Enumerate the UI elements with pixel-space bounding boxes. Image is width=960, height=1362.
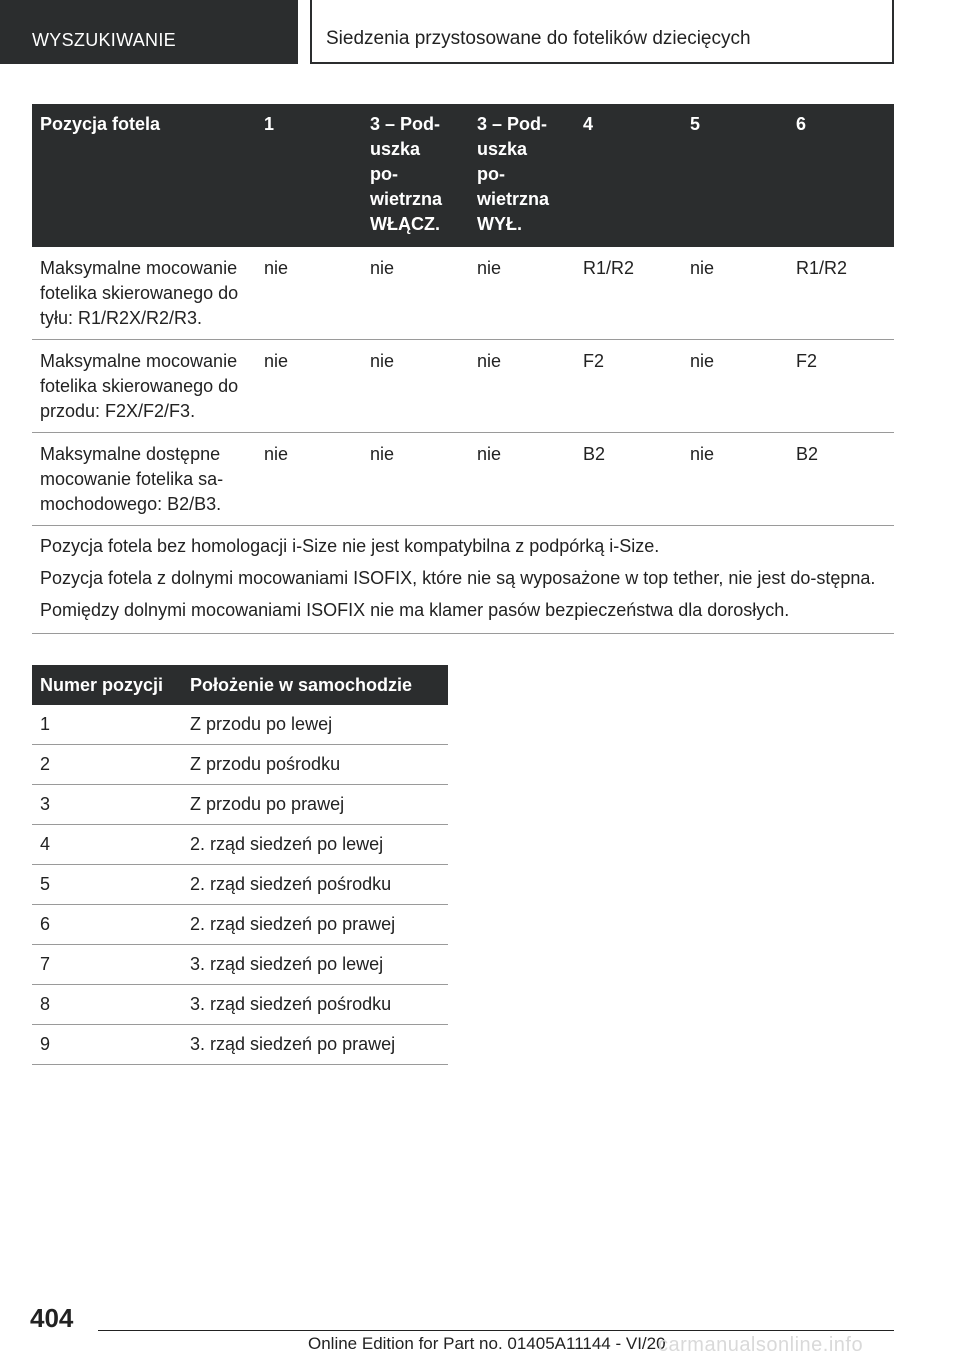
table-cell: 7: [32, 945, 182, 985]
table-cell: 1: [32, 705, 182, 745]
table-cell: 3: [32, 785, 182, 825]
table-cell: 3. rząd siedzeń po prawej: [182, 1025, 448, 1065]
row-label: Maksymalne dostępne mocowanie fotelika sa-mochodowego: B2/B3.: [32, 433, 256, 526]
table-header-row: [32, 665, 448, 705]
header-position-location: Położenie w samochodzie: [182, 665, 448, 705]
table-cell: nie: [362, 433, 469, 526]
position-legend-table: [32, 665, 448, 1065]
table-cell: 9: [32, 1025, 182, 1065]
table-cell: nie: [362, 340, 469, 433]
table-cell: nie: [469, 247, 575, 340]
header-position-5: 5: [682, 104, 788, 247]
table-cell: 2. rząd siedzeń pośrodku: [182, 865, 448, 905]
header-position-number: Numer pozycji: [32, 665, 182, 705]
table-row: [32, 785, 448, 825]
table-cell: 2: [32, 745, 182, 785]
note-top-tether: Pozycja fotela z dolnymi mocowaniami ISOFIX, które nie są wyposażone w top tether, nie jest do-stępna.: [40, 568, 876, 588]
table-cell: B2: [575, 433, 682, 526]
header-position-6: 6: [788, 104, 894, 247]
table-cell: 3. rząd siedzeń po lewej: [182, 945, 448, 985]
table-cell: nie: [682, 247, 788, 340]
table-cell: 4: [32, 825, 182, 865]
table-cell: F2: [788, 340, 894, 433]
table-cell: Z przodu pośrodku: [182, 745, 448, 785]
seat-compatibility-table: [32, 104, 894, 634]
table-row: [32, 945, 448, 985]
table-cell: nie: [256, 247, 362, 340]
table-cell: F2: [575, 340, 682, 433]
table-cell: 8: [32, 985, 182, 1025]
table-row: [32, 745, 448, 785]
notes-row: [32, 526, 894, 634]
footer-divider: [98, 1330, 894, 1331]
table-row: [32, 705, 448, 745]
header-position-3-airbag-on: 3 – Pod- uszka po- wietrzna WŁĄCZ.: [362, 104, 469, 247]
page-number: 404: [30, 1303, 74, 1333]
header-position-1: 1: [256, 104, 362, 247]
table-cell: 5: [32, 865, 182, 905]
table-row: [32, 433, 894, 526]
table-row: [32, 1025, 448, 1065]
table-cell: 2. rząd siedzeń po lewej: [182, 825, 448, 865]
table-cell: nie: [256, 340, 362, 433]
table-cell: R1/R2: [575, 247, 682, 340]
table-cell: 3. rząd siedzeń pośrodku: [182, 985, 448, 1025]
table-row: [32, 865, 448, 905]
header-position-3-airbag-off: 3 – Pod- uszka po- wietrzna WYŁ.: [469, 104, 575, 247]
edition-text: Online Edition for Part no. 01405A11144 - VI/20: [308, 1334, 666, 1353]
section-tab[interactable]: WYSZUKIWANIE: [0, 0, 298, 64]
table-cell: R1/R2: [788, 247, 894, 340]
header-position-4: 4: [575, 104, 682, 247]
table-cell: Z przodu po lewej: [182, 705, 448, 745]
table-cell: nie: [256, 433, 362, 526]
table-cell: nie: [362, 247, 469, 340]
table-cell: 6: [32, 905, 182, 945]
row-label: Maksymalne mocowanie fotelika skierowanego do przodu: F2X/F2/F3.: [32, 340, 256, 433]
table-header-row: [32, 104, 894, 247]
header-seat-position: Pozycja fotela: [32, 104, 256, 247]
table-cell: Z przodu po prawej: [182, 785, 448, 825]
table-cell: nie: [469, 340, 575, 433]
table-cell: nie: [682, 340, 788, 433]
table-row: [32, 825, 448, 865]
table-cell: 2. rząd siedzeń po prawej: [182, 905, 448, 945]
page-title: Siedzenia przystosowane do fotelików dziecięcych: [310, 0, 894, 64]
table-cell: nie: [682, 433, 788, 526]
table-notes: [32, 526, 894, 634]
note-buckles: Pomiędzy dolnymi mocowaniami ISOFIX nie ma klamer pasów bezpieczeństwa dla dorosłych.: [40, 600, 790, 620]
table-cell: B2: [788, 433, 894, 526]
table-row: [32, 247, 894, 340]
table-row: [32, 905, 448, 945]
table-row: [32, 340, 894, 433]
table-cell: nie: [469, 433, 575, 526]
row-label: Maksymalne mocowanie fotelika skierowanego do tyłu: R1/R2X/R2/R3.: [32, 247, 256, 340]
table-row: [32, 985, 448, 1025]
watermark: carmanualsonline.info: [658, 1334, 864, 1356]
note-isize: Pozycja fotela bez homologacji i-Size nie jest kompatybilna z podpórką i-Size.: [40, 536, 660, 556]
